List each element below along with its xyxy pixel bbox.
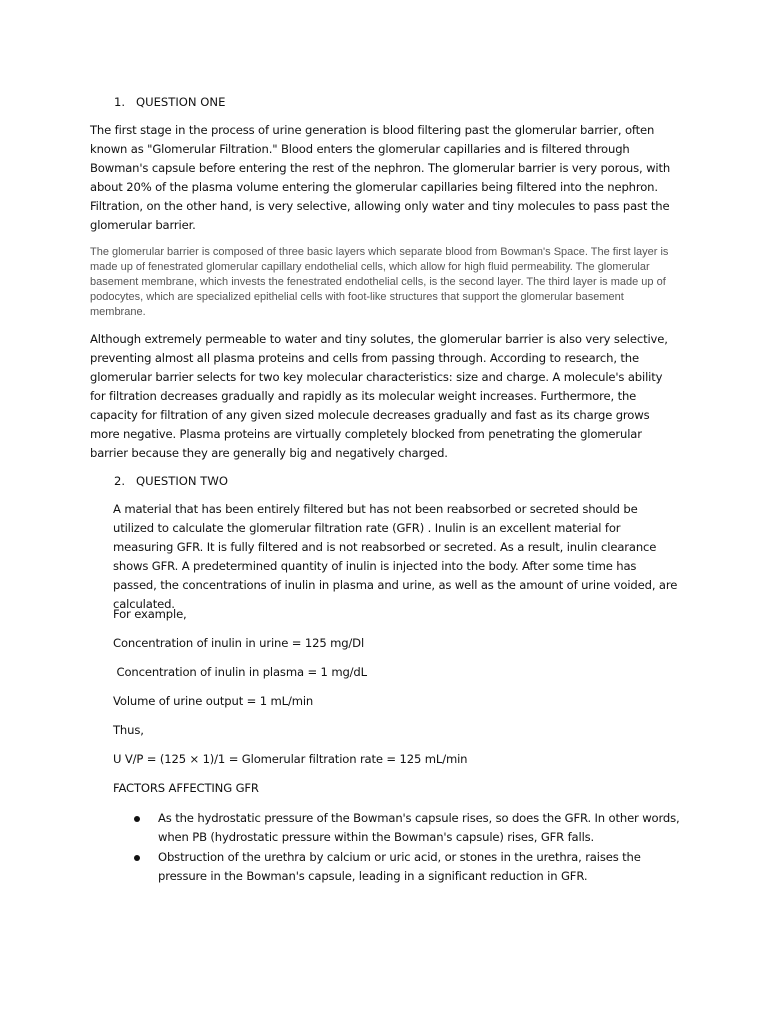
- question-one-number: 1.: [114, 95, 126, 109]
- question-one-heading: [114, 93, 225, 112]
- factor-bullet-text: As the hydrostatic pressure of the Bowman's capsule rises, so does the GFR. In other words, when PB (hydrostatic pressure within the Bowman's capsule) rises, GFR falls.: [158, 811, 680, 844]
- urine-concentration-line: Concentration of inulin in urine = 125 mg/Dl: [113, 636, 365, 650]
- thus-label: Thus,: [113, 723, 144, 737]
- factors-bullet-list: [134, 809, 682, 887]
- question-one-paragraph-3: Although extremely permeable to water and tiny solutes, the glomerular barrier is also very selective, preventing almost all plasma proteins and cells from passing through. According to research, the glomerular barrier selects for two key molecular characteristics: size and charge. A molecule's ability for filtration decreases gradually and rapidly as its molecular weight increases. Furthermore, the capacity for filtration of any given sized molecule decreases gradually and fast as its charge grows more negative. Plasma proteins are virtually completely blocked from penetrating the glomerular barrier because they are generally big and negatively charged.: [90, 332, 668, 460]
- question-one-paragraph-2: The glomerular barrier is composed of three basic layers which separate blood from Bowman's Space. The first layer is made up of fenestrated glomerular capillary endothelial cells, which allow for high fluid permeability. The glomerular basement membrane, which invests the fenestrated endothelial cells, is the second layer. The third layer is made up of podocytes, which are specialized epithelial cells with foot-like structures that support the glomerular basement membrane.: [90, 246, 669, 318]
- factor-bullet-item: [134, 809, 682, 847]
- question-two-paragraph-1: A material that has been entirely filtered but has not been reabsorbed or secreted should be utilized to calculate the glomerular filtration rate (GFR) . Inulin is an excellent material for measuring GFR. It is fully filtered and is not reabsorbed or secreted. As a result, inulin clearance shows GFR. A predetermined quantity of inulin is injected into the body. After some time has passed, the concentrations of inulin in plasma and urine, as well as the amount of urine voided, are calculated.: [113, 502, 678, 611]
- question-two-number: 2.: [114, 474, 126, 488]
- question-two-title: QUESTION TWO: [136, 474, 228, 488]
- factor-bullet-item: [134, 848, 682, 886]
- question-two-heading: [114, 472, 228, 491]
- bullet-dot-icon: [134, 816, 140, 822]
- question-one-title: QUESTION ONE: [136, 95, 226, 109]
- bullet-dot-icon: [134, 855, 140, 861]
- factors-heading: FACTORS AFFECTING GFR: [113, 781, 259, 795]
- gfr-formula-line: U V/P = (125 × 1)/1 = Glomerular filtration rate = 125 mL/min: [113, 752, 468, 766]
- urine-volume-line: Volume of urine output = 1 mL/min: [113, 694, 314, 708]
- plasma-concentration-line: Concentration of inulin in plasma = 1 mg/dL: [113, 665, 367, 679]
- question-one-paragraph-1: The first stage in the process of urine generation is blood filtering past the glomerular barrier, often known as "Glomerular Filtration." Blood enters the glomerular capillaries and is filtered through Bowman's capsule before entering the rest of the nephron. The glomerular barrier is very porous, with about 20% of the plasma volume entering the glomerular capillaries being filtered into the nephron. Filtration, on the other hand, is very selective, allowing only water and tiny molecules to pass past the glomerular barrier.: [90, 123, 671, 232]
- example-label: For example,: [113, 607, 187, 621]
- factor-bullet-text: Obstruction of the urethra by calcium or uric acid, or stones in the urethra, raises the pressure in the Bowman's capsule, leading in a significant reduction in GFR.: [158, 850, 641, 883]
